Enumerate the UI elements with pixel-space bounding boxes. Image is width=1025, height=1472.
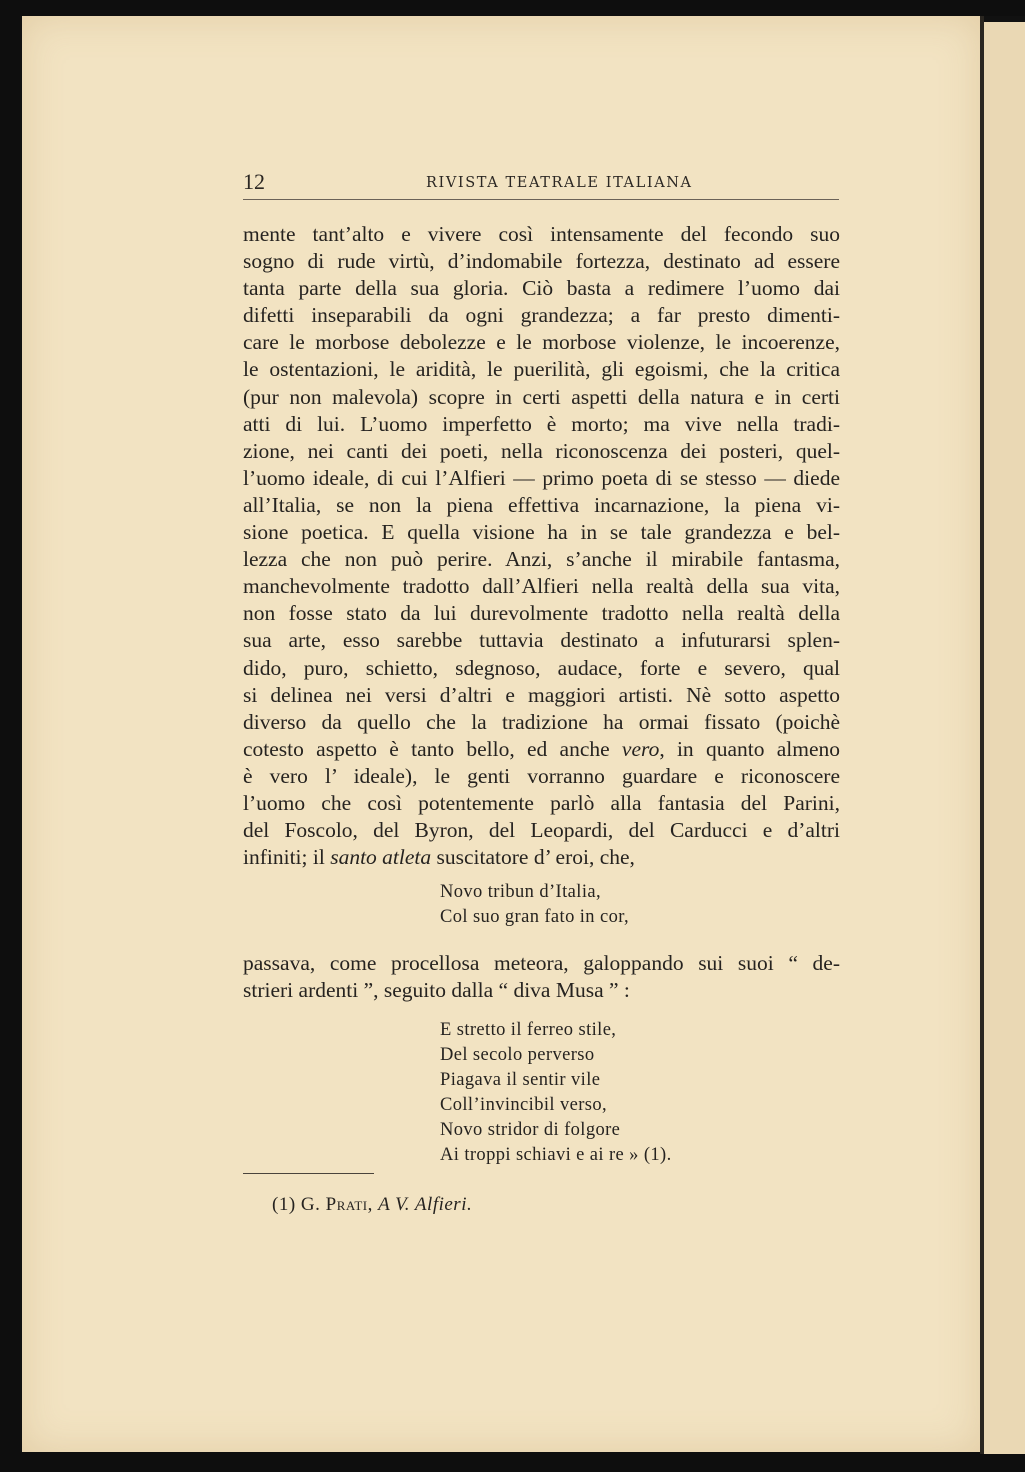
verse-line: Coll’invincibil verso, <box>440 1095 608 1115</box>
text-line: mente tant’alto e vivere così intensamente del fecondo suo <box>243 222 840 246</box>
text-line-with-italic <box>243 844 840 871</box>
footnote <box>272 1194 472 1216</box>
verse-line: Ai troppi schiavi e ai re » (1). <box>440 1145 672 1165</box>
verse-quote-2 <box>440 1018 672 1168</box>
text-line: zione, nei canti dei poeti, nella riconoscenza dei posteri, quel- <box>243 438 840 463</box>
footnote-marker: (1) G. <box>272 1194 326 1215</box>
text-line: passava, come procellosa meteora, galoppando sui suoi “ de- <box>243 951 840 975</box>
text-line-with-italic <box>243 736 840 763</box>
text-line: (pur non malevola) scopre in certi aspetti della natura e in certi <box>243 384 840 409</box>
verse-line: Col suo gran fato in cor, <box>440 907 630 927</box>
verse-line: Novo tribun d’Italia, <box>440 882 601 902</box>
text-line: l’uomo che così potentemente parlò alla fantasia del Parini, <box>243 790 840 815</box>
italic-phrase: santo atleta <box>330 845 432 870</box>
text-line: all’Italia, se non la piena effettiva incarnazione, la piena vi- <box>243 492 840 517</box>
scan-border-top <box>0 0 1025 16</box>
text-line: difetti inseparabili da ogni grandezza; a far presto dimenti- <box>243 303 840 328</box>
footnote-separator-text: , <box>367 1194 379 1215</box>
text-line: sogno di rude virtù, d’indomabile fortezza, destinato ad essere <box>243 249 840 274</box>
scan-border-left <box>0 0 20 1472</box>
text-line: lezza che non può perire. Anzi, s’anche il mirabile fantasma, <box>243 547 840 572</box>
text-line: tanta parte della sua gloria. Ciò basta a redimere l’uomo dai <box>243 276 840 301</box>
text-line: l’uomo ideale, di cui l’Alfieri — primo poeta di se stesso — diede <box>243 465 840 490</box>
text-line: dido, puro, schietto, sdegnoso, audace, forte e severo, qual <box>243 655 840 680</box>
text-line: atti di lui. L’uomo imperfetto è morto; ma vive nella tradi- <box>243 411 840 436</box>
text-run: cotesto aspetto è tanto bello, ed anche <box>243 736 622 761</box>
verse-quote-1 <box>440 880 629 930</box>
continuation-paragraph <box>243 950 840 1004</box>
verse-line: Del secolo perverso <box>440 1045 595 1065</box>
verse-line: E stretto il ferreo stile, <box>440 1020 617 1040</box>
text-line: è vero l’ ideale), le genti vorranno guardare e riconoscere <box>243 763 840 788</box>
text-line: manchevolmente tradotto dall’Alfieri nella realtà della sua vita, <box>243 574 840 599</box>
text-run: infiniti; il <box>243 845 331 870</box>
text-line: strieri ardenti ”, seguito dalla “ diva Musa ” : <box>243 978 630 1003</box>
text-line: si delinea nei versi d’altri e maggiori artisti. Nè sotto aspetto <box>243 682 840 707</box>
adjacent-page-edge <box>984 22 1025 1454</box>
scan-border-bottom <box>0 1452 1025 1472</box>
text-line: care le morbose debolezze e le morbose violenze, le incoerenze, <box>243 330 840 355</box>
text-line: le ostentazioni, le aridità, le puerilità, gli egoismi, che la critica <box>243 357 840 382</box>
text-run: suscitatore d’ eroi, che, <box>431 845 635 870</box>
text-line: sione poetica. E quella visione ha in se tale grandezza e bel- <box>243 520 840 545</box>
text-run: , in quanto almeno <box>659 736 840 761</box>
verse-line: Novo stridor di folgore <box>440 1120 621 1140</box>
text-line: diverso da quello che la tradizione ha ormai fissato (poichè <box>243 709 840 734</box>
running-title: RIVISTA TEATRALE ITALIANA <box>426 175 693 191</box>
footnote-title: A V. Alfieri. <box>378 1194 473 1215</box>
text-line: del Foscolo, del Byron, del Leopardi, del Carducci e d’altri <box>243 818 840 843</box>
page-number: 12 <box>243 169 265 194</box>
footnote-separator <box>243 1173 374 1174</box>
italic-word: vero <box>621 736 660 761</box>
verse-line: Piagava il sentir vile <box>440 1070 601 1090</box>
text-line: non fosse stato da lui durevolmente tradotto nella realtà della <box>243 601 840 626</box>
text-line: sua arte, esso sarebbe tuttavia destinato a infuturarsi splen- <box>243 628 840 653</box>
main-paragraph <box>243 221 840 871</box>
running-header <box>243 165 839 200</box>
footnote-author: Prati <box>325 1194 368 1215</box>
